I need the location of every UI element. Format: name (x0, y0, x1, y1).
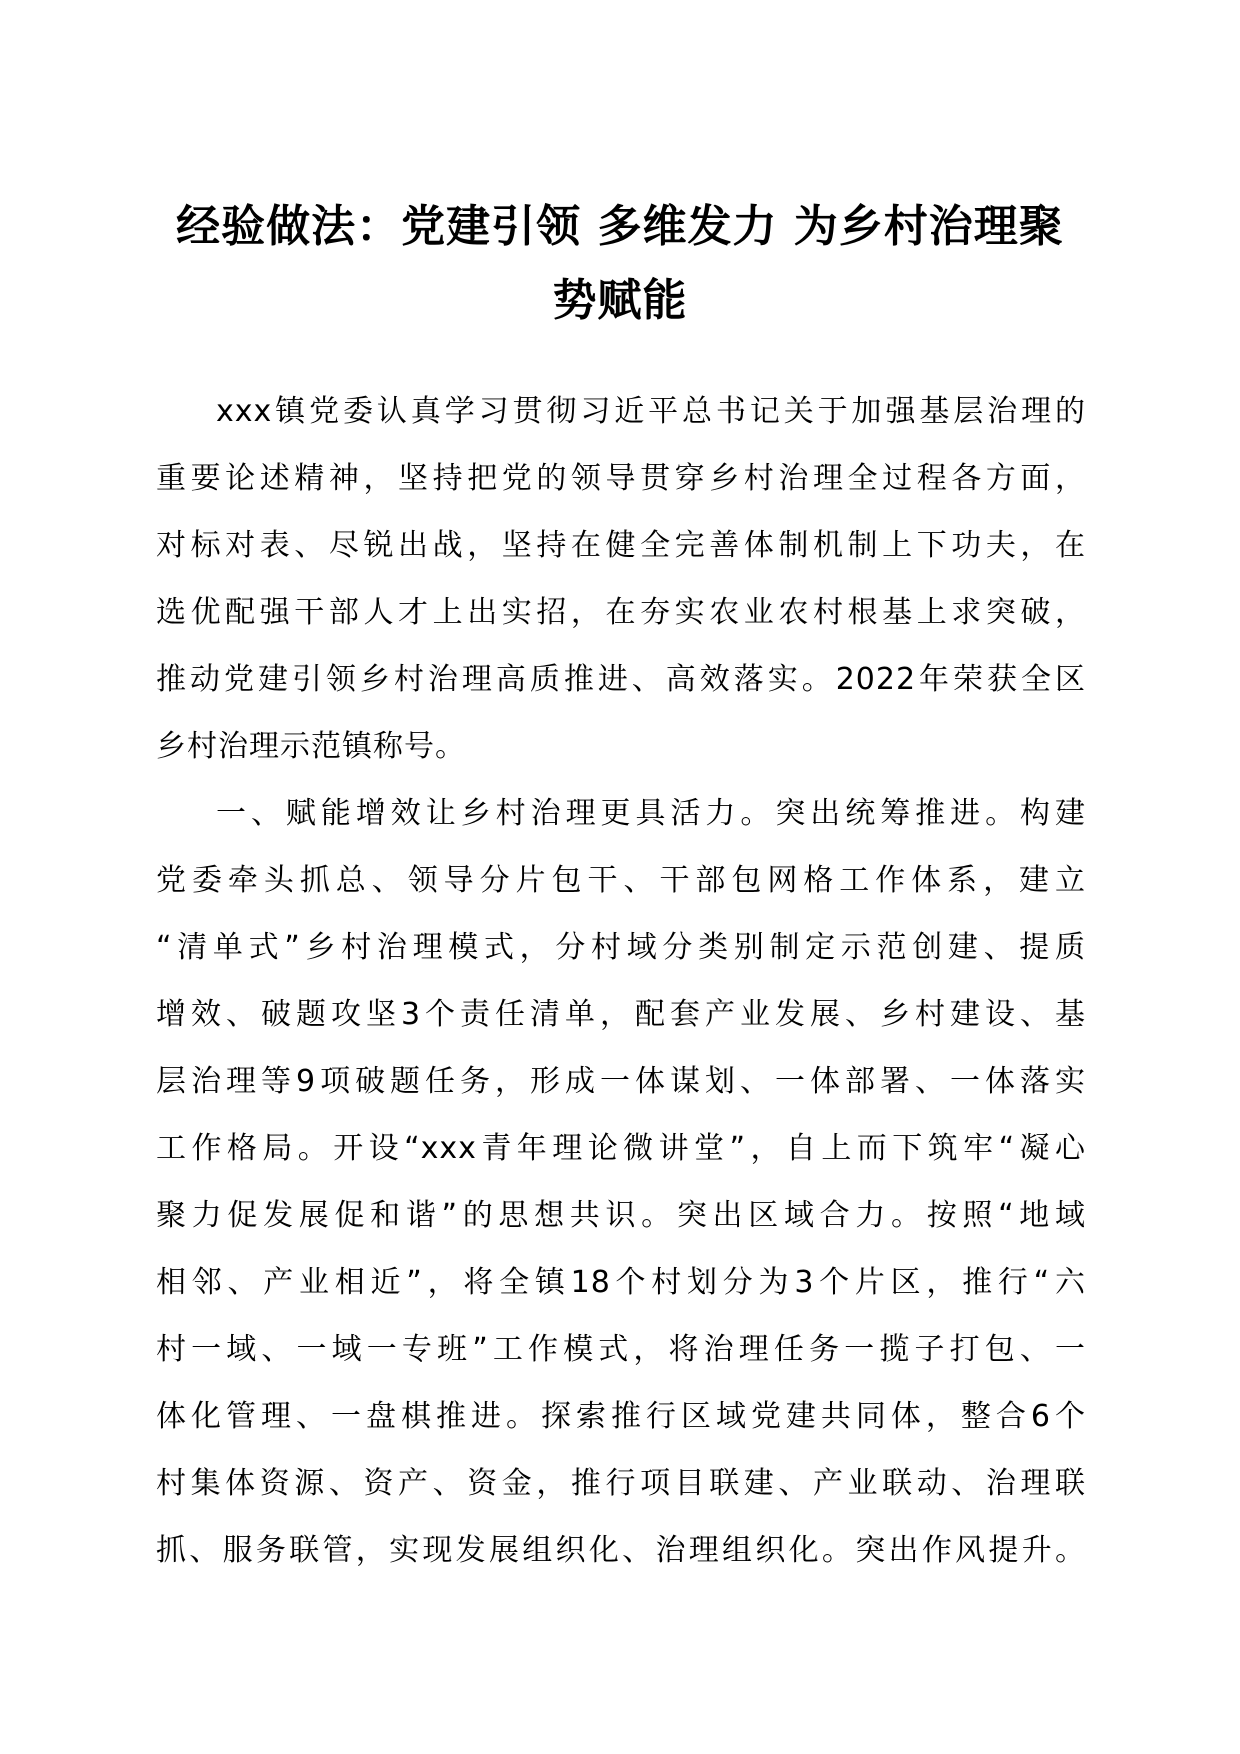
paragraph-section-one (156, 780, 1086, 1584)
text-line: xxx镇党委认真学习贯彻习近平总书记关于加强基层治理的 (216, 394, 1086, 429)
text-line: 增效、破题攻坚3个责任清单，配套产业发展、乡村建设、基 (156, 997, 1086, 1032)
text-line: 体化管理、一盘棋推进。探索推行区域党建共同体，整合6个 (156, 1399, 1086, 1434)
text-line: 村集体资源、资产、资金，推行项目联建、产业联动、治理联 (156, 1466, 1086, 1501)
text-line: 层治理等9项破题任务，形成一体谋划、一体部署、一体落实 (156, 1064, 1086, 1099)
text-line: 党委牵头抓总、领导分片包干、干部包网格工作体系，建立 (156, 863, 1086, 898)
text-line: 选优配强干部人才上出实招，在夯实农业农村根基上求突破， (156, 595, 1086, 630)
document-title-line-2: 势赋能 (552, 275, 688, 326)
paragraph-intro (156, 378, 1086, 780)
text-line: 一、赋能增效让乡村治理更具活力。突出统筹推进。构建 (216, 796, 1086, 831)
document-title (156, 190, 1084, 338)
text-line: 村一域、一域一专班”工作模式，将治理任务一揽子打包、一 (156, 1332, 1086, 1367)
text-line: 聚力促发展促和谐”的思想共识。突出区域合力。按照“地域 (156, 1198, 1086, 1233)
text-line: 推动党建引领乡村治理高质推进、高效落实。2022年荣获全区 (156, 662, 1086, 697)
text-line: 抓、服务联管，实现发展组织化、治理组织化。突出作风提升。 (156, 1533, 1086, 1568)
text-line: 对标对表、尽锐出战，坚持在健全完善体制机制上下功夫，在 (156, 528, 1086, 563)
text-line: 乡村治理示范镇称号。 (156, 729, 466, 764)
text-line: “清单式”乡村治理模式，分村域分类别制定示范创建、提质 (156, 930, 1086, 965)
text-line: 相邻、产业相近”，将全镇18个村划分为3个片区，推行“六 (156, 1265, 1086, 1300)
text-line: 工作格局。开设“xxx青年理论微讲堂”，自上而下筑牢“凝心 (156, 1131, 1086, 1166)
document-title-line-1: 经验做法：党建引领 多维发力 为乡村治理聚 (176, 201, 1064, 252)
text-line: 重要论述精神，坚持把党的领导贯穿乡村治理全过程各方面， (156, 461, 1086, 496)
